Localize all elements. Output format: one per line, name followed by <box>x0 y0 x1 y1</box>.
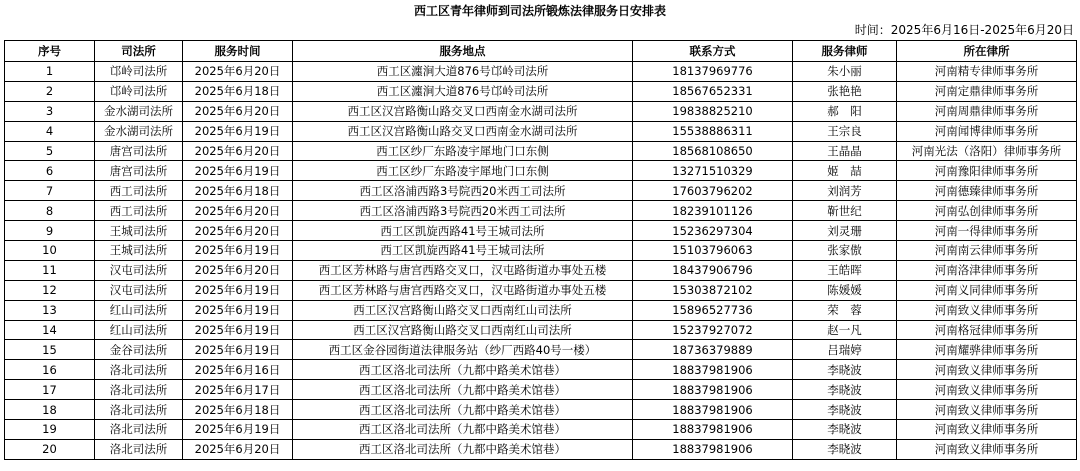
cell-service-date: 2025年6月18日 <box>183 181 293 201</box>
cell-contact: 15103796063 <box>633 241 793 261</box>
cell-law-firm: 河南周鼎律师事务所 <box>897 101 1077 121</box>
cell-service-date: 2025年6月20日 <box>183 260 293 280</box>
cell-index: 14 <box>5 320 95 340</box>
cell-lawyer: 陈媛媛 <box>793 280 897 300</box>
cell-office: 红山司法所 <box>95 300 183 320</box>
cell-lawyer: 朱小丽 <box>793 62 897 82</box>
cell-service-location: 西工区凯旋西路41号王城司法所 <box>293 221 633 241</box>
date-range-label: 时间： <box>854 23 891 37</box>
date-range <box>855 22 1074 38</box>
table-row <box>5 380 1077 400</box>
cell-lawyer: 荣 蓉 <box>793 300 897 320</box>
cell-service-location: 西工区汉宫路衡山路交叉口西南金水湖司法所 <box>293 121 633 141</box>
cell-contact: 15538886311 <box>633 121 793 141</box>
table-row <box>5 121 1077 141</box>
cell-service-location: 西工区洛北司法所（九都中路美术馆巷） <box>293 360 633 380</box>
cell-index: 1 <box>5 62 95 82</box>
table-row <box>5 400 1077 420</box>
table-row <box>5 360 1077 380</box>
table-row <box>5 241 1077 261</box>
cell-service-location: 西工区凯旋西路41号王城司法所 <box>293 241 633 261</box>
cell-service-date: 2025年6月20日 <box>183 221 293 241</box>
cell-office: 洛北司法所 <box>95 360 183 380</box>
cell-office: 唐宫司法所 <box>95 141 183 161</box>
cell-law-firm: 河南格冠律师事务所 <box>897 320 1077 340</box>
table-row <box>5 161 1077 181</box>
cell-service-location: 西工区洛浦西路3号院西20米西工司法所 <box>293 201 633 221</box>
cell-law-firm: 河南洛津律师事务所 <box>897 260 1077 280</box>
cell-service-date: 2025年6月19日 <box>183 241 293 261</box>
cell-contact: 18837981906 <box>633 360 793 380</box>
cell-contact: 18837981906 <box>633 420 793 440</box>
cell-index: 12 <box>5 280 95 300</box>
cell-lawyer: 李晓波 <box>793 400 897 420</box>
cell-index: 6 <box>5 161 95 181</box>
cell-contact: 18568108650 <box>633 141 793 161</box>
header-lawyer: 服务律师 <box>793 41 897 62</box>
cell-contact: 18437906796 <box>633 260 793 280</box>
cell-service-date: 2025年6月19日 <box>183 320 293 340</box>
cell-contact: 19838825210 <box>633 101 793 121</box>
cell-contact: 15896527736 <box>633 300 793 320</box>
cell-contact: 18567652331 <box>633 81 793 101</box>
document-title: 西工区青年律师到司法所锻炼法律服务日安排表 <box>413 4 666 18</box>
cell-contact: 18837981906 <box>633 439 793 459</box>
cell-service-location: 西工区洛北司法所（九都中路美术馆巷） <box>293 439 633 459</box>
cell-service-date: 2025年6月16日 <box>183 360 293 380</box>
cell-index: 16 <box>5 360 95 380</box>
cell-index: 19 <box>5 420 95 440</box>
cell-service-location: 西工区瀍涧大道876号邙岭司法所 <box>293 81 633 101</box>
cell-service-date: 2025年6月19日 <box>183 161 293 181</box>
table-row <box>5 62 1077 82</box>
cell-service-location: 西工区芳林路与唐宫西路交叉口，汉屯路街道办事处五楼 <box>293 280 633 300</box>
cell-contact: 15236297304 <box>633 221 793 241</box>
table-row <box>5 320 1077 340</box>
cell-office: 西工司法所 <box>95 201 183 221</box>
cell-index: 15 <box>5 340 95 360</box>
table-row <box>5 280 1077 300</box>
cell-index: 3 <box>5 101 95 121</box>
cell-index: 10 <box>5 241 95 261</box>
cell-law-firm: 河南精专律师事务所 <box>897 62 1077 82</box>
cell-lawyer: 李晓波 <box>793 439 897 459</box>
cell-law-firm: 河南致义律师事务所 <box>897 380 1077 400</box>
cell-office: 王城司法所 <box>95 221 183 241</box>
schedule-table <box>4 40 1077 460</box>
cell-index: 8 <box>5 201 95 221</box>
cell-service-location: 西工区汉宫路衡山路交叉口西南红山司法所 <box>293 300 633 320</box>
cell-index: 18 <box>5 400 95 420</box>
table-row <box>5 420 1077 440</box>
cell-service-date: 2025年6月17日 <box>183 380 293 400</box>
cell-service-date: 2025年6月18日 <box>183 400 293 420</box>
cell-law-firm: 河南豫阳律师事务所 <box>897 161 1077 181</box>
cell-service-location: 西工区瀍涧大道876号邙岭司法所 <box>293 62 633 82</box>
header-law-firm: 所在律所 <box>897 41 1077 62</box>
cell-contact: 18736379889 <box>633 340 793 360</box>
cell-law-firm: 河南致义律师事务所 <box>897 360 1077 380</box>
cell-service-location: 西工区纱厂东路凌宇犀地门口东侧 <box>293 141 633 161</box>
table-row <box>5 300 1077 320</box>
cell-lawyer: 李晓波 <box>793 420 897 440</box>
cell-law-firm: 河南德臻律师事务所 <box>897 181 1077 201</box>
cell-index: 13 <box>5 300 95 320</box>
cell-service-location: 西工区洛浦西路3号院西20米西工司法所 <box>293 181 633 201</box>
cell-contact: 15237927072 <box>633 320 793 340</box>
cell-service-date: 2025年6月20日 <box>183 439 293 459</box>
cell-law-firm: 河南定鼎律师事务所 <box>897 81 1077 101</box>
cell-service-location: 西工区纱厂东路凌宇犀地门口东侧 <box>293 161 633 181</box>
cell-law-firm: 河南闻博律师事务所 <box>897 121 1077 141</box>
table-row <box>5 439 1077 459</box>
cell-office: 唐宫司法所 <box>95 161 183 181</box>
cell-office: 西工司法所 <box>95 181 183 201</box>
cell-index: 7 <box>5 181 95 201</box>
cell-contact: 18239101126 <box>633 201 793 221</box>
table-row <box>5 181 1077 201</box>
table-row <box>5 340 1077 360</box>
table-header-row <box>5 41 1077 62</box>
cell-law-firm: 河南致义律师事务所 <box>897 439 1077 459</box>
cell-contact: 17603796202 <box>633 181 793 201</box>
header-service-date: 服务时间 <box>183 41 293 62</box>
cell-index: 4 <box>5 121 95 141</box>
cell-office: 邙岭司法所 <box>95 62 183 82</box>
header-index: 序号 <box>5 41 95 62</box>
cell-office: 红山司法所 <box>95 320 183 340</box>
cell-service-location: 西工区汉宫路衡山路交叉口西南金水湖司法所 <box>293 101 633 121</box>
cell-lawyer: 刘灵珊 <box>793 221 897 241</box>
cell-service-location: 西工区汉宫路衡山路交叉口西南红山司法所 <box>293 320 633 340</box>
cell-law-firm: 河南义同律师事务所 <box>897 280 1077 300</box>
table-body <box>5 62 1077 460</box>
cell-service-location: 西工区洛北司法所（九都中路美术馆巷） <box>293 400 633 420</box>
cell-index: 2 <box>5 81 95 101</box>
cell-index: 5 <box>5 141 95 161</box>
cell-office: 王城司法所 <box>95 241 183 261</box>
cell-contact: 18837981906 <box>633 400 793 420</box>
cell-index: 17 <box>5 380 95 400</box>
cell-contact: 15303872102 <box>633 280 793 300</box>
cell-lawyer: 张家傲 <box>793 241 897 261</box>
cell-office: 汉屯司法所 <box>95 280 183 300</box>
date-range-value: 2025年6月16日-2025年6月20日 <box>890 23 1074 37</box>
cell-law-firm: 河南耀骅律师事务所 <box>897 340 1077 360</box>
cell-lawyer: 李晓波 <box>793 360 897 380</box>
cell-index: 9 <box>5 221 95 241</box>
cell-service-location: 西工区金谷园街道法律服务站（纱厂西路40号一楼） <box>293 340 633 360</box>
cell-lawyer: 王皓晖 <box>793 260 897 280</box>
cell-office: 金水湖司法所 <box>95 101 183 121</box>
cell-office: 洛北司法所 <box>95 400 183 420</box>
cell-service-date: 2025年6月19日 <box>183 300 293 320</box>
cell-law-firm: 河南一得律师事务所 <box>897 221 1077 241</box>
cell-service-date: 2025年6月19日 <box>183 121 293 141</box>
cell-lawyer: 吕瑞婷 <box>793 340 897 360</box>
cell-lawyer: 刘润芳 <box>793 181 897 201</box>
cell-lawyer: 张艳艳 <box>793 81 897 101</box>
cell-service-date: 2025年6月20日 <box>183 141 293 161</box>
cell-lawyer: 赵一凡 <box>793 320 897 340</box>
header-contact: 联系方式 <box>633 41 793 62</box>
cell-service-date: 2025年6月19日 <box>183 280 293 300</box>
cell-office: 金水湖司法所 <box>95 121 183 141</box>
cell-office: 洛北司法所 <box>95 420 183 440</box>
cell-contact: 18137969776 <box>633 62 793 82</box>
cell-law-firm: 河南致义律师事务所 <box>897 420 1077 440</box>
cell-lawyer: 王晶晶 <box>793 141 897 161</box>
cell-service-date: 2025年6月19日 <box>183 340 293 360</box>
cell-service-date: 2025年6月20日 <box>183 201 293 221</box>
header-office: 司法所 <box>95 41 183 62</box>
cell-law-firm: 河南弘创律师事务所 <box>897 201 1077 221</box>
table-row <box>5 260 1077 280</box>
cell-service-date: 2025年6月20日 <box>183 101 293 121</box>
cell-lawyer: 郝 阳 <box>793 101 897 121</box>
cell-lawyer: 姬 喆 <box>793 161 897 181</box>
cell-law-firm: 河南南云律师事务所 <box>897 241 1077 261</box>
cell-contact: 13271510329 <box>633 161 793 181</box>
cell-service-location: 西工区洛北司法所（九都中路美术馆巷） <box>293 380 633 400</box>
cell-service-date: 2025年6月18日 <box>183 81 293 101</box>
cell-office: 邙岭司法所 <box>95 81 183 101</box>
cell-contact: 18837981906 <box>633 380 793 400</box>
table-row <box>5 221 1077 241</box>
table-row <box>5 101 1077 121</box>
cell-index: 11 <box>5 260 95 280</box>
cell-office: 洛北司法所 <box>95 439 183 459</box>
cell-lawyer: 李晓波 <box>793 380 897 400</box>
cell-lawyer: 靳世纪 <box>793 201 897 221</box>
cell-office: 汉屯司法所 <box>95 260 183 280</box>
cell-office: 金谷司法所 <box>95 340 183 360</box>
cell-law-firm: 河南致义律师事务所 <box>897 300 1077 320</box>
cell-service-date: 2025年6月20日 <box>183 62 293 82</box>
cell-lawyer: 王宗良 <box>793 121 897 141</box>
header-service-location: 服务地点 <box>293 41 633 62</box>
cell-service-date: 2025年6月19日 <box>183 420 293 440</box>
table-row <box>5 141 1077 161</box>
cell-index: 20 <box>5 439 95 459</box>
cell-office: 洛北司法所 <box>95 380 183 400</box>
cell-law-firm: 河南致义律师事务所 <box>897 400 1077 420</box>
table-row <box>5 81 1077 101</box>
table-row <box>5 201 1077 221</box>
cell-service-location: 西工区洛北司法所（九都中路美术馆巷） <box>293 420 633 440</box>
cell-law-firm: 河南光法（洛阳）律师事务所 <box>897 141 1077 161</box>
cell-service-location: 西工区芳林路与唐宫西路交叉口，汉屯路街道办事处五楼 <box>293 260 633 280</box>
